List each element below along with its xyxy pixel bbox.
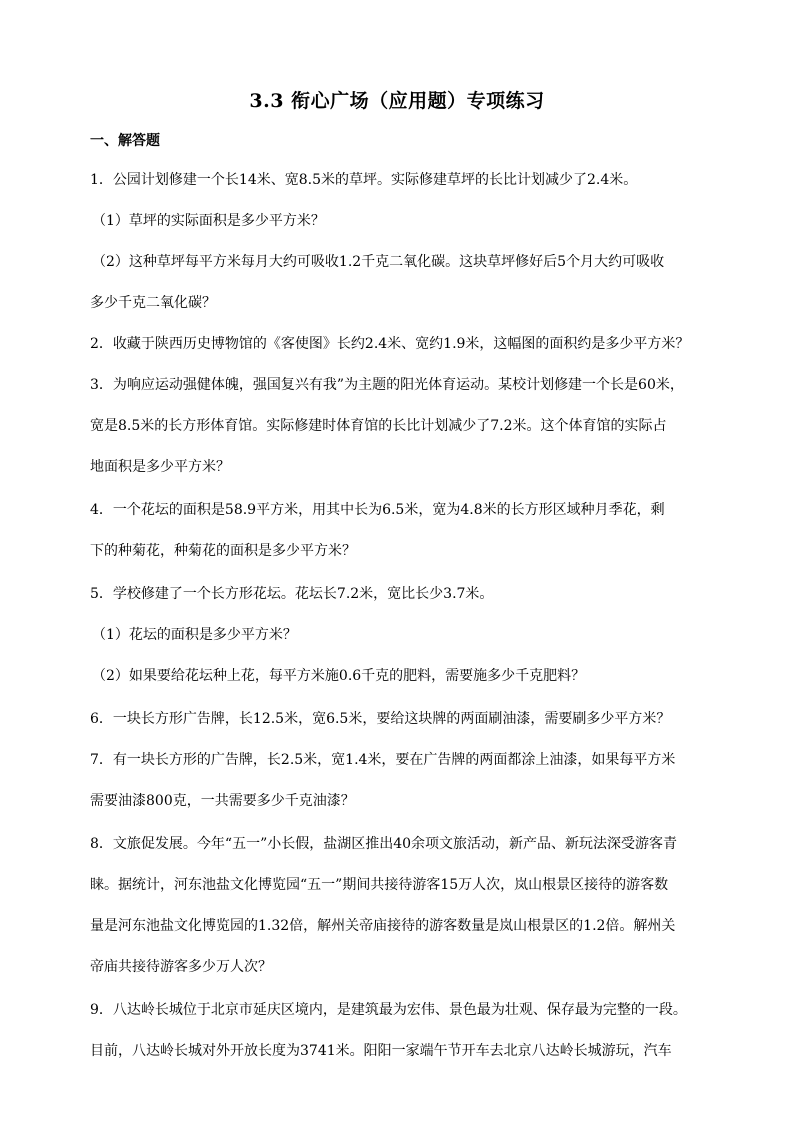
question-1-part-2-line-1: （2）这种草坪每平方米每月大约可吸收1.2千克二氧化碳。这块草坪修好后5个月大约可吸收	[92, 254, 665, 270]
question-4-line-2: 下的种菊花，种菊花的面积是多少平方米？	[90, 543, 356, 559]
question-3-line-1: 3．为响应运动强健体魄，强国复兴有我”为主题的阳光体育运动。某校计划修建一个长是60米，	[90, 377, 684, 393]
question-9-line-2: 目前，八达岭长城对外开放长度为3741米。阳阳一家端午节开车去北京八达岭长城游玩，汽车	[90, 1043, 672, 1059]
question-8-line-4: 帝庙共接待游客多少万人次？	[90, 959, 272, 975]
question-1-part-2-line-2: 多少千克二氧化碳？	[90, 295, 216, 311]
question-1-line-1: 1．公园计划修建一个长14米、宽8.5米的草坪。实际修建草坪的长比计划减少了2.4米。	[90, 172, 638, 188]
question-3-line-3: 地面积是多少平方米？	[90, 459, 230, 475]
question-6-line-1: 6．一块长方形广告牌，长12.5米，宽6.5米，要给这块牌的两面刷油漆，需要刷多少平方米？	[90, 711, 671, 727]
question-4-line-1: 4．一个花坛的面积是58.9平方米，用其中长为6.5米，宽为4.8米的长方形区域种月季花，剩	[90, 502, 665, 518]
question-8-line-1: 8．文旅促发展。今年“五一”小长假，盐湖区推出40余项文旅活动，新产品、新玩法深受游客青	[90, 836, 678, 852]
question-3-line-2: 宽是8.5米的长方形体育馆。实际修建时体育馆的长比计划减少了7.2米。这个体育馆的实际占	[90, 418, 667, 434]
question-2-line-1: 2．收藏于陕西历史博物馆的《客使图》长约2.4米、宽约1.9米，这幅图的面积约是多少平方米？	[90, 336, 690, 352]
question-9-line-1: 9．八达岭长城位于北京市延庆区境内，是建筑最为宏伟、景色最为壮观、保存最为完整的一段。	[90, 1002, 687, 1018]
question-8-line-3: 量是河东池盐文化博览园的1.32倍，解州关帝庙接待的游客数量是岚山根景区的1.2倍。解州关	[90, 918, 676, 934]
question-1-part-1: （1）草坪的实际面积是多少平方米？	[92, 213, 325, 229]
page-title: 3.3 衔心广场（应用题）专项练习	[249, 90, 545, 112]
question-7-line-2: 需要油漆800克，一共需要多少千克油漆？	[90, 793, 355, 809]
section-heading: 一、解答题	[90, 133, 160, 149]
question-5-line-1: 5．学校修建了一个长方形花坛。花坛长7.2米，宽比长少3.7米。	[90, 586, 494, 602]
question-8-line-2: 睐。据统计，河东池盐文化博览园“五一”期间共接待游客15万人次，岚山根景区接待的游客数	[90, 877, 669, 893]
question-7-line-1: 7．有一块长方形的广告牌，长2.5米，宽1.4米，要在广告牌的两面都涂上油漆，如果每平方米	[90, 752, 676, 768]
question-5-part-1: （1）花坛的面积是多少平方米？	[92, 627, 297, 643]
question-5-part-2: （2）如果要给花坛种上花，每平方米施0.6千克的肥料，需要施多少千克肥料？	[92, 668, 586, 684]
